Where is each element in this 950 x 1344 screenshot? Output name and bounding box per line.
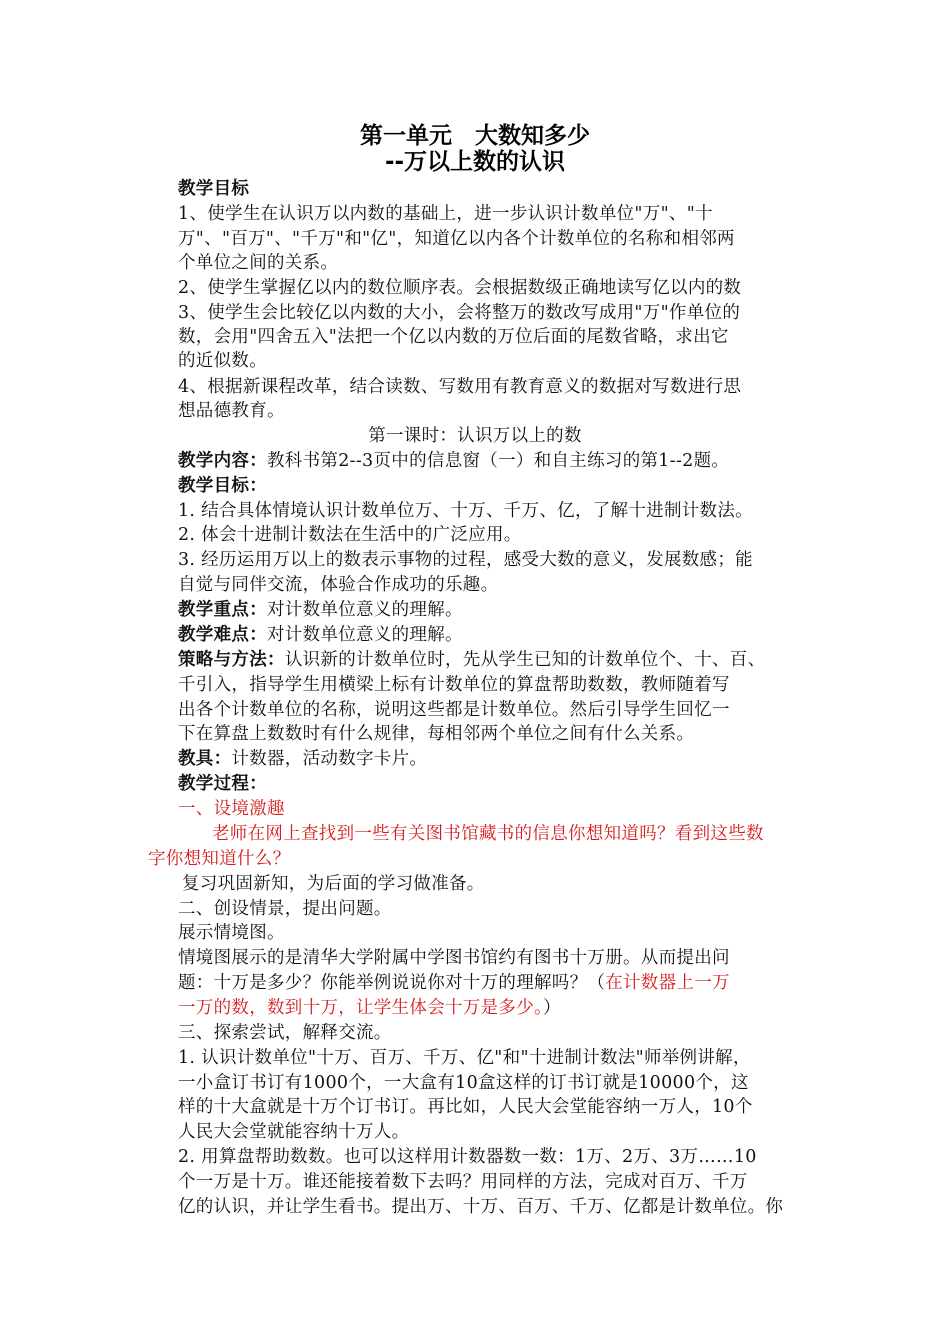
scene-text: 情境图展示的是清华大学附属中学图书馆约有图书十万册。从而提出问 [178, 948, 730, 968]
scene-close: ） [543, 998, 561, 1018]
lesson-goal-line: 1. 结合具体情境认识计数单位万、十万、千万、亿，了解十进制计数法。 [178, 501, 753, 521]
scene-note: 在计数器上一万 [605, 973, 730, 993]
lesson-goal-line: 自觉与同伴交流，体验合作成功的乐趣。 [178, 575, 499, 595]
item2-line: 个一万是十万。谁还能接着数下去吗？用同样的方法，完成对百万、千万 [178, 1172, 748, 1192]
strategy-label: 策略与方法： [178, 650, 285, 670]
step1-heading: 一、设境激趣 [178, 799, 285, 819]
teaching-content [178, 449, 729, 473]
item1-line: 人民大会堂就能容纳十万人。 [178, 1122, 410, 1142]
unit-goal-line: 4、根据新课程改革，结合读数、写数用有教育意义的数据对写数进行思 [178, 377, 742, 397]
step3-heading: 三、探索尝试，解释交流。 [178, 1023, 392, 1043]
show-scene: 展示情境图。 [178, 923, 285, 943]
unit-goal-line: 3、使学生会比较亿以内数的大小，会将整万的数改写成用"万"作单位的 [178, 303, 741, 323]
unit-goals-heading: 教学目标 [178, 179, 250, 199]
item1-line: 一小盒订书订有1000个，一大盒有10盒这样的订书订就是10000个，这 [178, 1073, 749, 1093]
scene-question: 题：十万是多少？你能举例说说你对十万的理解吗？（ [178, 973, 606, 993]
strategy-line: 出各个计数单位的名称，说明这些都是计数单位。然后引导学生回忆一 [178, 700, 730, 720]
content-text: 教科书第2--3页中的信息窗（一）和自主练习的第1--2题。 [267, 451, 730, 471]
scene-text [178, 971, 730, 995]
step1-text: 字你想知道什么？ [148, 849, 291, 869]
step1-text: 老师在网上查找到一些有关图书馆藏书的信息你想知道吗？看到这些数 [212, 824, 764, 844]
item1-line: 样的十大盒就是十万个订书订。再比如，人民大会堂能容纳一万人，10个 [178, 1097, 753, 1117]
unit-goal-line: 想品德教育。 [178, 401, 285, 421]
lesson-goals-heading: 教学目标： [178, 476, 267, 496]
unit-title: 第一单元 大数知多少 [360, 123, 590, 149]
strategy-line: 千引入，指导学生用横梁上标有计数单位的算盘帮助数数，教师随着写 [178, 675, 730, 695]
content-label: 教学内容： [178, 451, 267, 471]
lesson-goal-line: 3. 经历运用万以上的数表示事物的过程，感受大数的意义，发展数感；能 [178, 550, 753, 570]
scene-note: 一万的数，数到十万，让学生体会十万是多少。 [178, 998, 544, 1018]
tools-label: 教具： [178, 749, 232, 769]
lesson-title: 第一课时：认识万以上的数 [368, 426, 582, 446]
difficulty-label: 教学难点： [178, 625, 267, 645]
item2-line: 2. 用算盘帮助数数。也可以这样用计数器数一数：1万、2万、3万……10 [178, 1147, 757, 1167]
tools-text: 计数器，活动数字卡片。 [231, 749, 428, 769]
unit-goal-line: 2、使学生掌握亿以内的数位顺序表。会根据数级正确地读写亿以内的数 [178, 278, 742, 298]
step2-heading: 二、创设情景，提出问题。 [178, 899, 392, 919]
difficulty-text: 对计数单位意义的理解。 [267, 625, 463, 645]
process-heading: 教学过程： [178, 774, 267, 794]
strategy [178, 648, 765, 672]
strategy-line: 下在算盘上数数时有什么规律，每相邻两个单位之间有什么关系。 [178, 724, 695, 744]
key-label: 教学重点： [178, 600, 267, 620]
unit-goal-line: 万"、"百万"、"千万"和"亿"，知道亿以内各个计数单位的名称和相邻两 [178, 229, 735, 249]
teaching-difficulty [178, 623, 463, 647]
review-text: 复习巩固新知，为后面的学习做准备。 [182, 874, 485, 894]
strategy-text: 认识新的计数单位时，先从学生已知的计数单位个、十、百、 [284, 650, 766, 670]
lesson-goal-line: 2. 体会十进制计数法在生活中的广泛应用。 [178, 525, 522, 545]
unit-goal-line: 数，会用"四舍五入"法把一个亿以内数的万位后面的尾数省略，求出它 [178, 327, 729, 347]
item1-line: 1. 认识计数单位"十万、百万、千万、亿"和"十进制计数法"师举例讲解， [178, 1048, 751, 1068]
item2-line: 亿的认识，并让学生看书。提出万、十万、百万、千万、亿都是计数单位。你 [178, 1197, 784, 1217]
unit-goal-line: 个单位之间的关系。 [178, 253, 339, 273]
unit-goal-line: 1、使学生在认识万以内数的基础上，进一步认识计数单位"万"、"十 [178, 204, 713, 224]
unit-goal-line: 的近似数。 [178, 351, 267, 371]
scene-text [178, 996, 561, 1020]
teaching-key-point [178, 598, 463, 622]
teaching-tools [178, 747, 427, 771]
key-text: 对计数单位意义的理解。 [267, 600, 463, 620]
unit-subtitle: --万以上数的认识 [384, 149, 566, 175]
